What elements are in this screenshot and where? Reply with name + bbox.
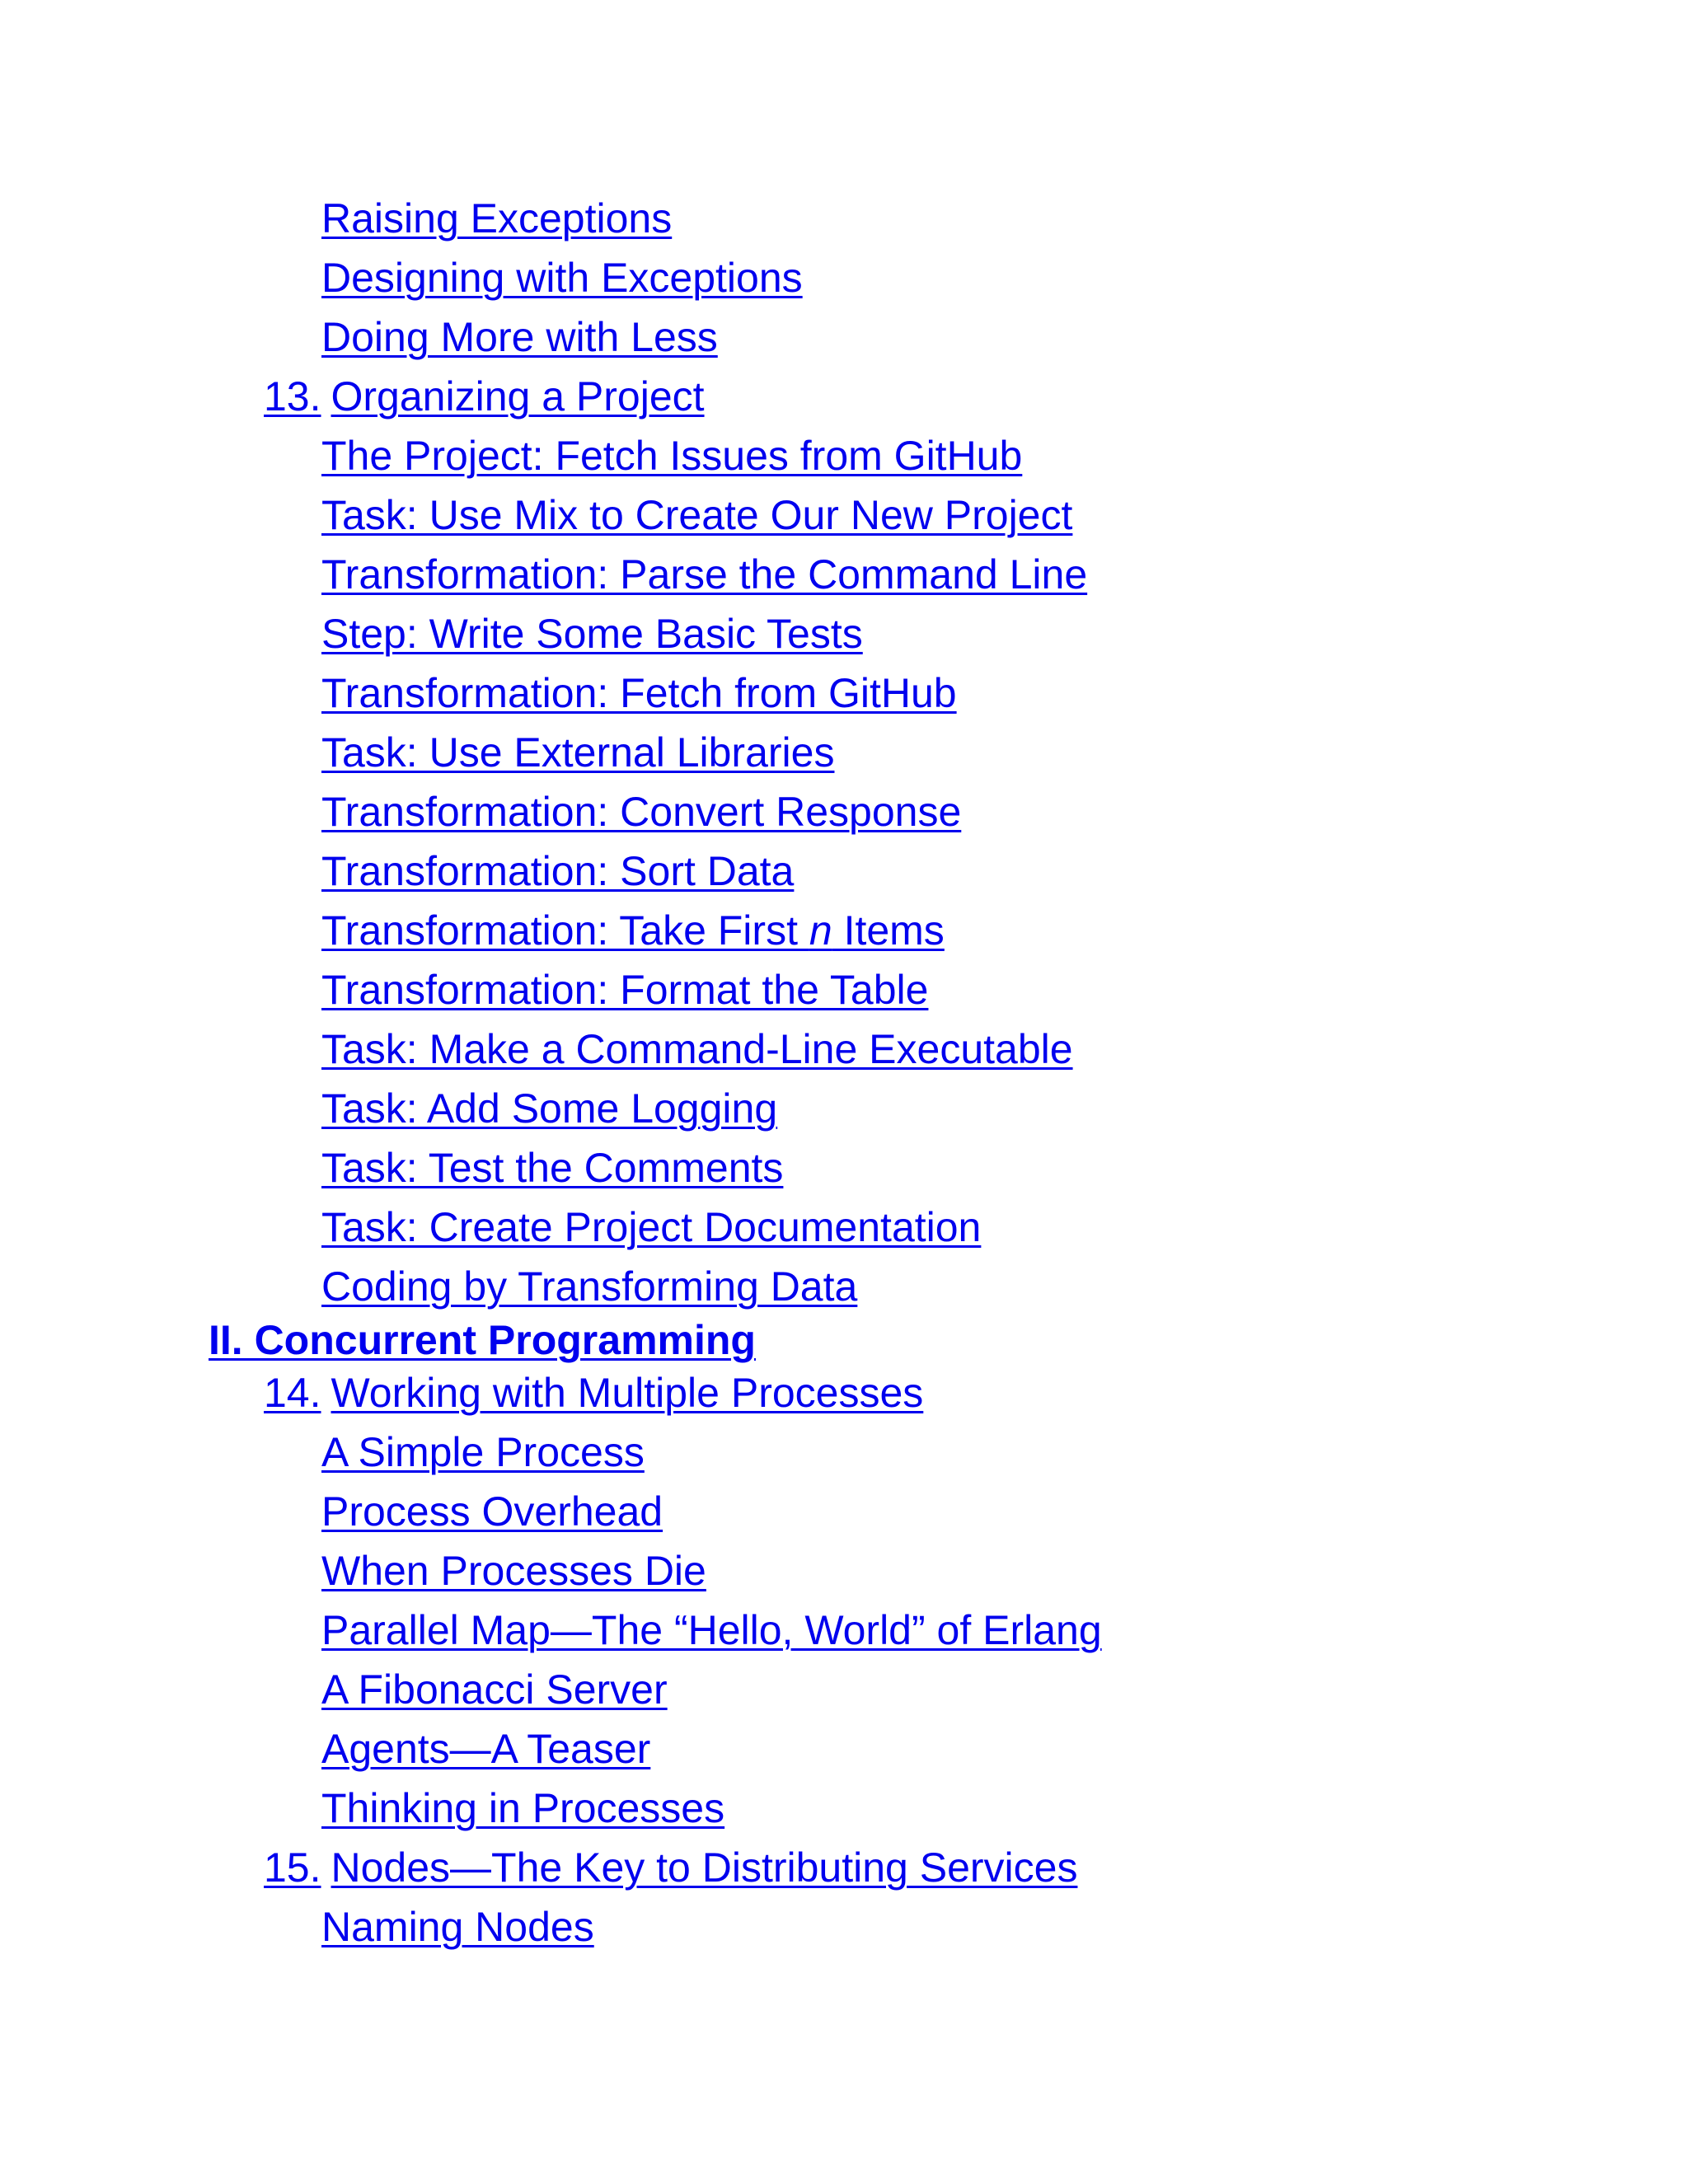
toc-entry bbox=[321, 1665, 668, 1714]
toc-link[interactable]: Task: Add Some Logging bbox=[321, 1085, 778, 1132]
toc-entry bbox=[321, 431, 1022, 480]
toc-entry bbox=[321, 1546, 706, 1596]
chapter-title-link[interactable]: Working with Multiple Processes bbox=[331, 1370, 924, 1416]
toc-link[interactable]: Task: Make a Command-Line Executable bbox=[321, 1026, 1073, 1072]
toc-entry bbox=[321, 194, 672, 243]
chapter-title-link[interactable]: Nodes—The Key to Distributing Services bbox=[331, 1844, 1078, 1891]
toc-link[interactable]: Transformation: Fetch from GitHub bbox=[321, 670, 957, 716]
toc-link[interactable]: Coding by Transforming Data bbox=[321, 1263, 858, 1310]
toc-entry bbox=[321, 728, 834, 777]
link-text: Items bbox=[832, 907, 945, 954]
toc-part-heading bbox=[209, 1315, 756, 1365]
toc-link[interactable]: Parallel Map—The “Hello, World” of Erlang bbox=[321, 1607, 1102, 1653]
toc-link[interactable]: Transformation: Sort Data bbox=[321, 848, 795, 894]
toc-entry bbox=[321, 787, 961, 837]
toc-link[interactable]: Process Overhead bbox=[321, 1488, 663, 1535]
toc-entry bbox=[321, 253, 803, 302]
toc-link[interactable]: Task: Use External Libraries bbox=[321, 729, 835, 776]
toc-link[interactable]: Task: Use Mix to Create Our New Project bbox=[321, 492, 1073, 538]
toc-entry bbox=[321, 1783, 724, 1833]
toc-entry bbox=[321, 668, 957, 718]
toc-link[interactable]: Agents—A Teaser bbox=[321, 1726, 651, 1772]
toc-entry bbox=[321, 1487, 663, 1536]
toc-link[interactable]: Transformation: Parse the Command Line bbox=[321, 551, 1088, 598]
toc-link-designing-with-exceptions[interactable]: Designing with Exceptions bbox=[321, 255, 803, 301]
toc-link[interactable]: Task: Test the Comments bbox=[321, 1145, 784, 1191]
toc-entry bbox=[321, 906, 945, 955]
toc-entry bbox=[321, 1262, 857, 1311]
toc-entry bbox=[321, 609, 863, 658]
chapter-number-link[interactable]: 14. bbox=[264, 1370, 321, 1416]
toc-entry bbox=[321, 312, 718, 362]
toc-chapter-15 bbox=[264, 1843, 1077, 1892]
toc-link[interactable]: Transformation: Format the Table bbox=[321, 967, 929, 1013]
toc-entry bbox=[321, 1084, 777, 1133]
toc-entry bbox=[321, 1024, 1073, 1074]
toc-entry bbox=[321, 1143, 783, 1193]
toc-link-take-first-n-items[interactable] bbox=[321, 907, 945, 954]
link-text: Transformation: Take First bbox=[321, 907, 809, 954]
toc-link[interactable]: Thinking in Processes bbox=[321, 1785, 725, 1831]
toc-entry bbox=[321, 550, 1087, 599]
toc-link[interactable]: A Simple Process bbox=[321, 1429, 645, 1475]
toc-link-doing-more-with-less[interactable]: Doing More with Less bbox=[321, 314, 718, 360]
toc-entry bbox=[321, 1427, 645, 1477]
chapter-number-link[interactable]: 15. bbox=[264, 1844, 321, 1891]
toc-entry bbox=[321, 1605, 1102, 1655]
toc-entry bbox=[321, 846, 794, 896]
toc-link[interactable]: A Fibonacci Server bbox=[321, 1666, 668, 1713]
toc-chapter-14 bbox=[264, 1368, 923, 1418]
chapter-title-link[interactable]: Organizing a Project bbox=[331, 373, 705, 419]
toc-link[interactable]: Transformation: Convert Response bbox=[321, 789, 962, 835]
toc-entry bbox=[321, 1724, 650, 1774]
toc-entry bbox=[321, 1202, 981, 1252]
toc-entry bbox=[321, 1902, 594, 1952]
toc-link[interactable]: The Project: Fetch Issues from GitHub bbox=[321, 433, 1023, 479]
toc-chapter-13 bbox=[264, 372, 705, 421]
chapter-number-link[interactable]: 13. bbox=[264, 373, 321, 419]
toc-link-raising-exceptions[interactable]: Raising Exceptions bbox=[321, 195, 673, 241]
part-link-concurrent-programming[interactable]: II. Concurrent Programming bbox=[209, 1317, 756, 1363]
toc-link[interactable]: Naming Nodes bbox=[321, 1904, 594, 1950]
toc-link[interactable]: Step: Write Some Basic Tests bbox=[321, 611, 863, 657]
toc-link[interactable]: Task: Create Project Documentation bbox=[321, 1204, 982, 1250]
toc-entry bbox=[321, 965, 928, 1015]
toc-link[interactable]: When Processes Die bbox=[321, 1548, 706, 1594]
italic-variable: n bbox=[809, 907, 832, 954]
toc-entry bbox=[321, 490, 1072, 540]
